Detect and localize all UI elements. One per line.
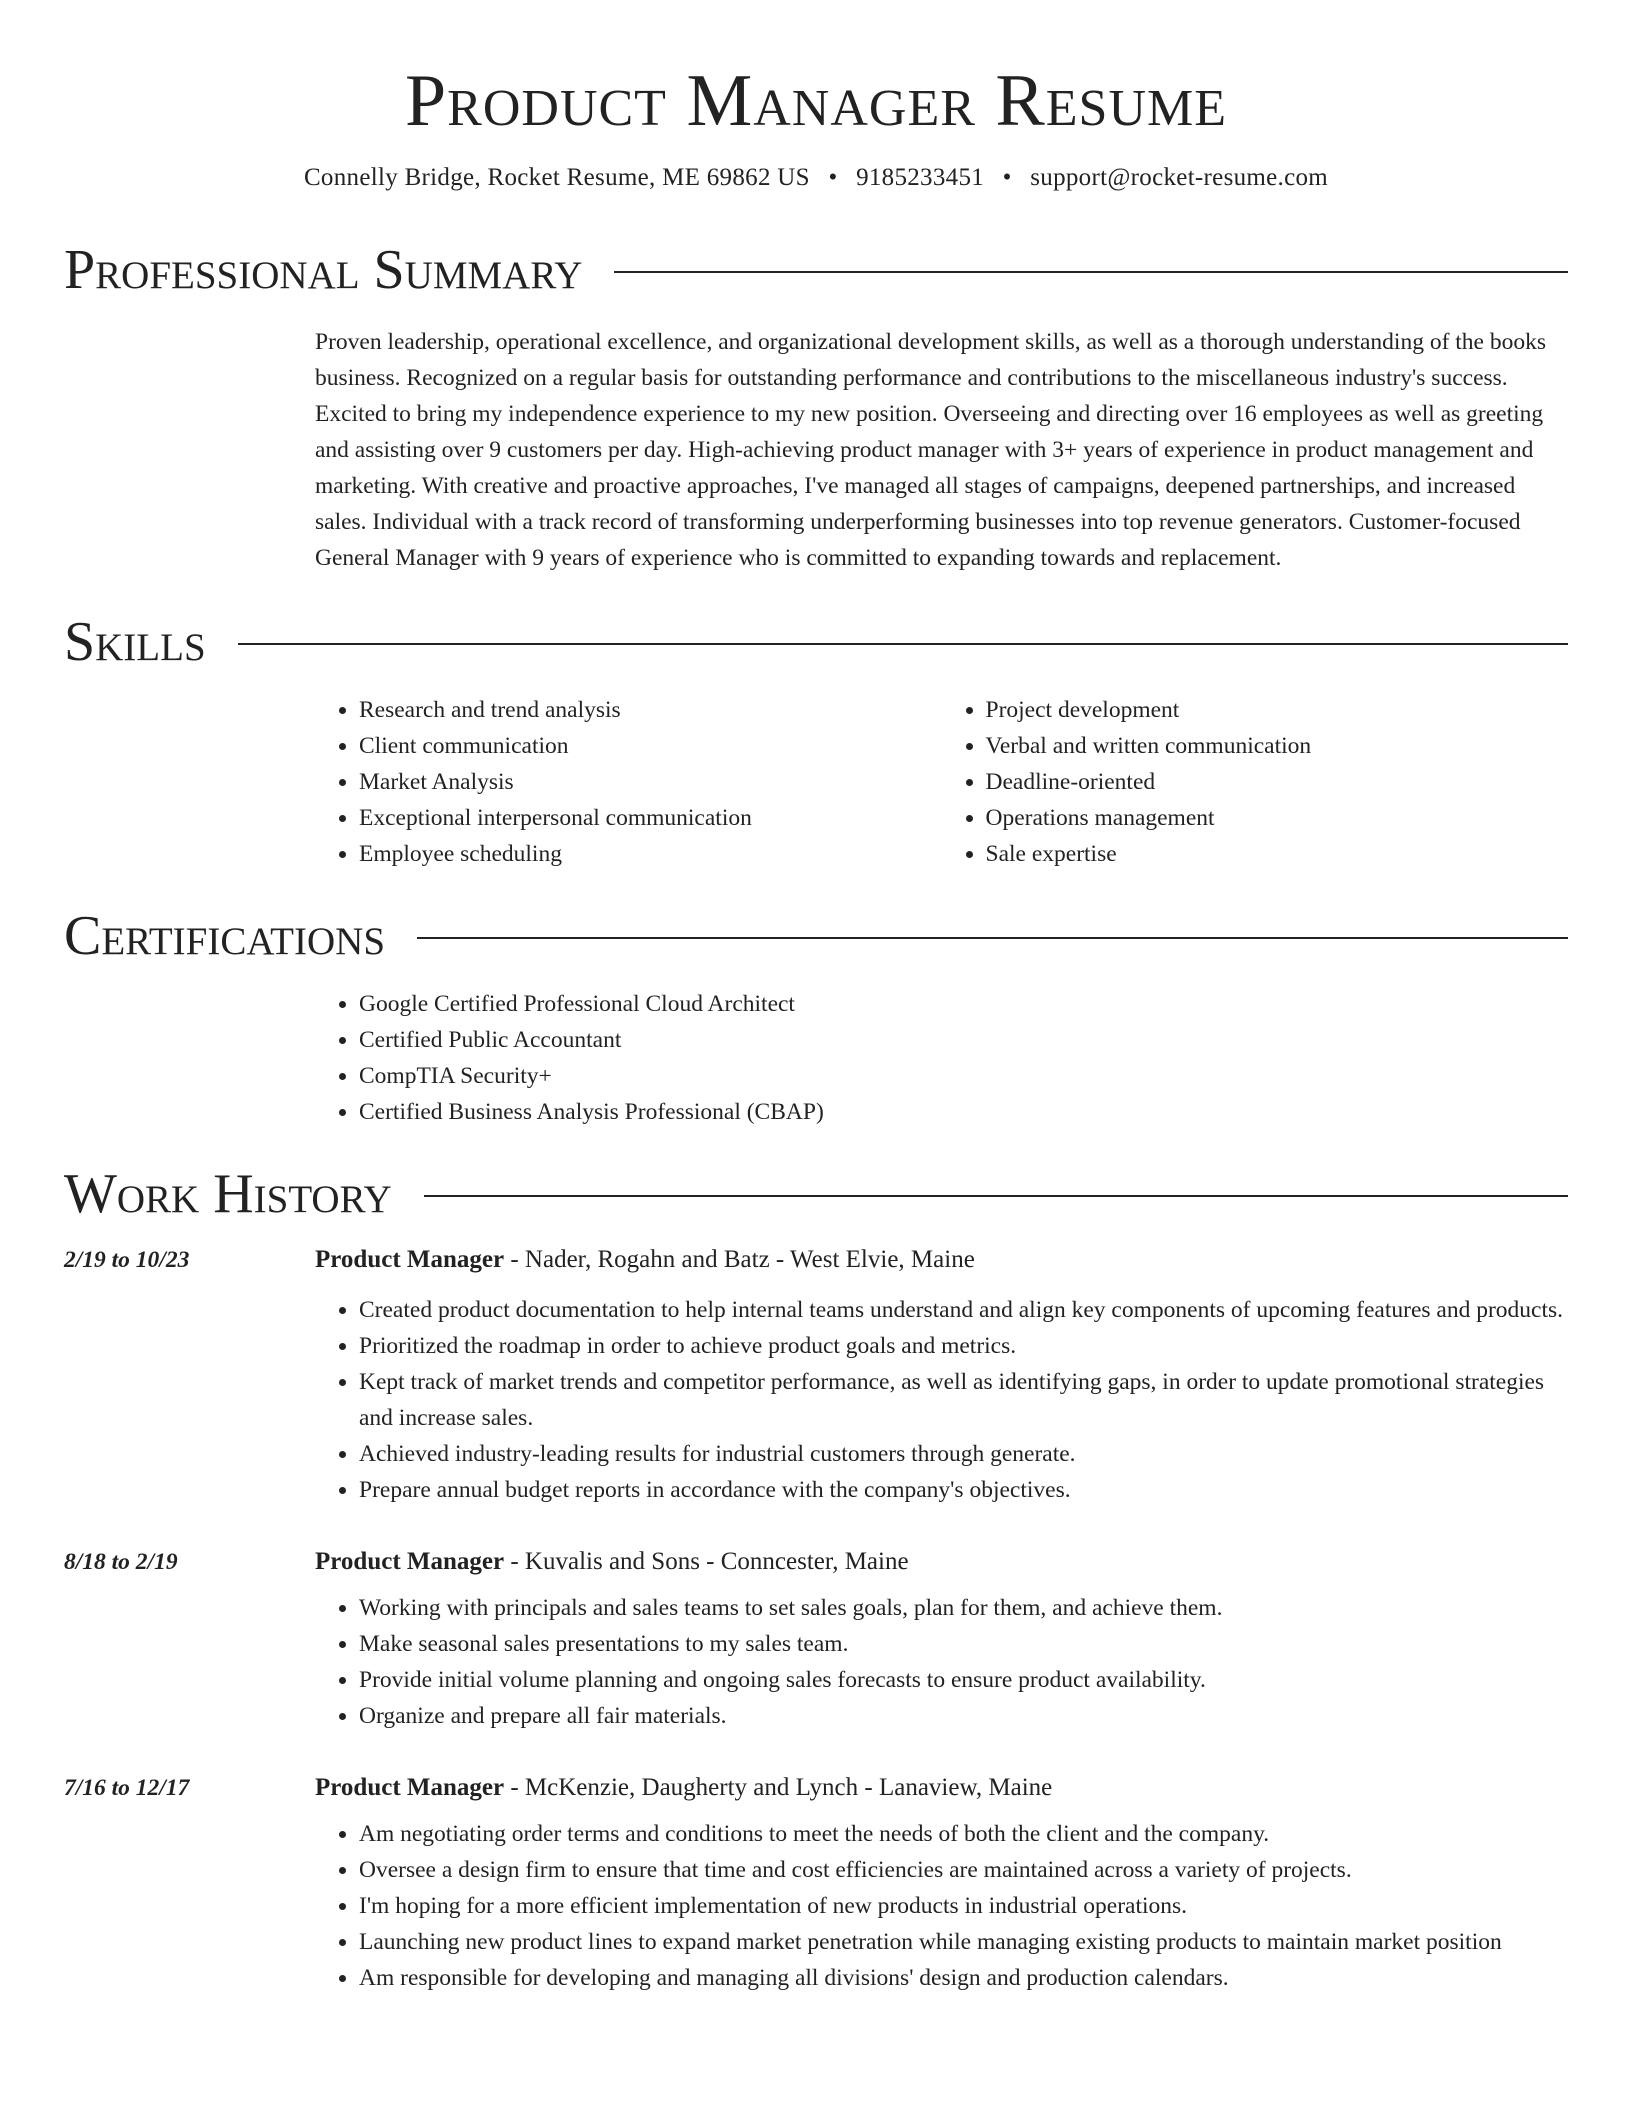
job-bullet: • Kept track of market trends and competitor performance, as well as identifying gaps, in order to update promotional strategies and increase sales. [359, 1364, 1568, 1436]
skill-item: • Client communication [359, 728, 942, 764]
certification-item: • Certified Business Analysis Professional (CBAP) [359, 1094, 1568, 1130]
contact-phone: 9185233451 [856, 164, 985, 191]
section-divider [238, 643, 1568, 645]
skills-heading: Skills [64, 611, 206, 673]
job-company-location: - Nader, Rogahn and Batz - West Elvie, Maine [504, 1246, 975, 1273]
work-history-heading: Work History [64, 1163, 392, 1225]
section-divider [614, 271, 1568, 273]
job-heading [315, 1770, 1568, 1806]
job-entry [64, 1242, 1568, 1508]
skill-item: • Employee scheduling [359, 836, 942, 872]
skills-list-right [942, 692, 1569, 872]
certifications-section [315, 986, 1568, 1130]
summary-section-header [64, 239, 1568, 301]
skill-item: • Exceptional interpersonal communication [359, 800, 942, 836]
certification-item: • Certified Public Accountant [359, 1022, 1568, 1058]
job-bullet: • Prepare annual budget reports in accordance with the company's objectives. [359, 1472, 1568, 1508]
certifications-list [315, 986, 1568, 1130]
skill-item: • Market Analysis [359, 764, 942, 800]
job-bullet: • Oversee a design firm to ensure that time and cost efficiencies are maintained across a variety of projects. [359, 1852, 1568, 1888]
job-bullet: • Working with principals and sales teams to set sales goals, plan for them, and achieve them. [359, 1590, 1568, 1626]
skill-item: • Research and trend analysis [359, 692, 942, 728]
skill-item: • Sale expertise [986, 836, 1569, 872]
skill-item: • Project development [986, 692, 1569, 728]
job-entry [64, 1544, 1568, 1734]
job-title: Product Manager [315, 1774, 505, 1801]
skills-list-left [315, 692, 942, 872]
work-history-section [64, 1242, 1568, 1996]
section-divider [424, 1195, 1568, 1197]
contact-address: Connelly Bridge, Rocket Resume, ME 69862 US [303, 164, 810, 191]
job-bullet: • Make seasonal sales presentations to my sales team. [359, 1626, 1568, 1662]
job-bullet: • Prioritized the roadmap in order to achieve product goals and metrics. [359, 1328, 1568, 1364]
job-heading [315, 1242, 1568, 1278]
work-history-section-header [64, 1163, 1568, 1225]
contact-separator: • [828, 164, 838, 191]
job-bullet: • Am negotiating order terms and conditions to meet the needs of both the client and the company. [359, 1816, 1568, 1852]
skill-item: • Operations management [986, 800, 1569, 836]
job-bullet: • Am responsible for developing and managing all divisions' design and production calendars. [359, 1960, 1568, 1996]
section-divider [417, 937, 1568, 939]
job-bullet: • Achieved industry-leading results for industrial customers through generate. [359, 1436, 1568, 1472]
job-company-location: - Kuvalis and Sons - Conncester, Maine [504, 1548, 909, 1575]
job-bullet: • Created product documentation to help internal teams understand and align key components of upcoming features and products. [359, 1292, 1568, 1328]
job-bullets [315, 1590, 1568, 1734]
contact-email: support@rocket-resume.com [1030, 164, 1329, 191]
skills-section [315, 692, 1568, 872]
resume-title: Product Manager Resume [405, 60, 1227, 142]
job-bullets [315, 1816, 1568, 1996]
job-company-location: - McKenzie, Daugherty and Lynch - Lanaview, Maine [504, 1774, 1053, 1801]
job-bullets [315, 1292, 1568, 1508]
job-dates: 7/16 to 12/17 [64, 1775, 190, 1801]
job-entry [64, 1770, 1568, 1996]
skill-item: • Verbal and written communication [986, 728, 1569, 764]
job-dates: 2/19 to 10/23 [64, 1247, 190, 1273]
job-dates: 8/18 to 2/19 [64, 1549, 178, 1575]
job-bullet: • Organize and prepare all fair materials. [359, 1698, 1568, 1734]
summary-text: Proven leadership, operational excellence, and organizational development skills, as well as a thorough understanding of the books business. Recognized on a regular basis for outstanding performance and contributions to the miscellaneous industry's success. Excited to bring my independence experience to my new position. Overseeing and directing over 16 employees as well as greeting and assisting over 9 customers per day. High-achieving product manager with 3+ years of experience in product management and marketing. With creative and proactive approaches, I've managed all stages of campaigns, deepened partnerships, and increased sales. Individual with a track record of transforming underperforming businesses into top revenue generators. Customer-focused General Manager with 9 years of experience who is committed to expanding towards and replacement. [315, 329, 1547, 571]
summary-section [315, 324, 1568, 576]
job-bullet: • Provide initial volume planning and ongoing sales forecasts to ensure product availability. [359, 1662, 1568, 1698]
certification-item: • CompTIA Security+ [359, 1058, 1568, 1094]
job-body [315, 1544, 1568, 1734]
skill-item: • Deadline-oriented [986, 764, 1569, 800]
job-title: Product Manager [315, 1548, 505, 1575]
job-body [315, 1770, 1568, 1996]
job-bullet: • Launching new product lines to expand market penetration while managing existing products to maintain market position [359, 1924, 1568, 1960]
certification-item: • Google Certified Professional Cloud Architect [359, 986, 1568, 1022]
job-bullet: • I'm hoping for a more efficient implementation of new products in industrial operations. [359, 1888, 1568, 1924]
contact-line [64, 164, 1568, 192]
job-title: Product Manager [315, 1246, 505, 1273]
certifications-section-header [64, 905, 1568, 967]
contact-separator: • [1002, 164, 1012, 191]
summary-heading: Professional Summary [64, 239, 583, 301]
certifications-heading: Certifications [64, 905, 386, 967]
job-heading [315, 1544, 1568, 1580]
skills-section-header [64, 611, 1568, 673]
job-body [315, 1242, 1568, 1508]
